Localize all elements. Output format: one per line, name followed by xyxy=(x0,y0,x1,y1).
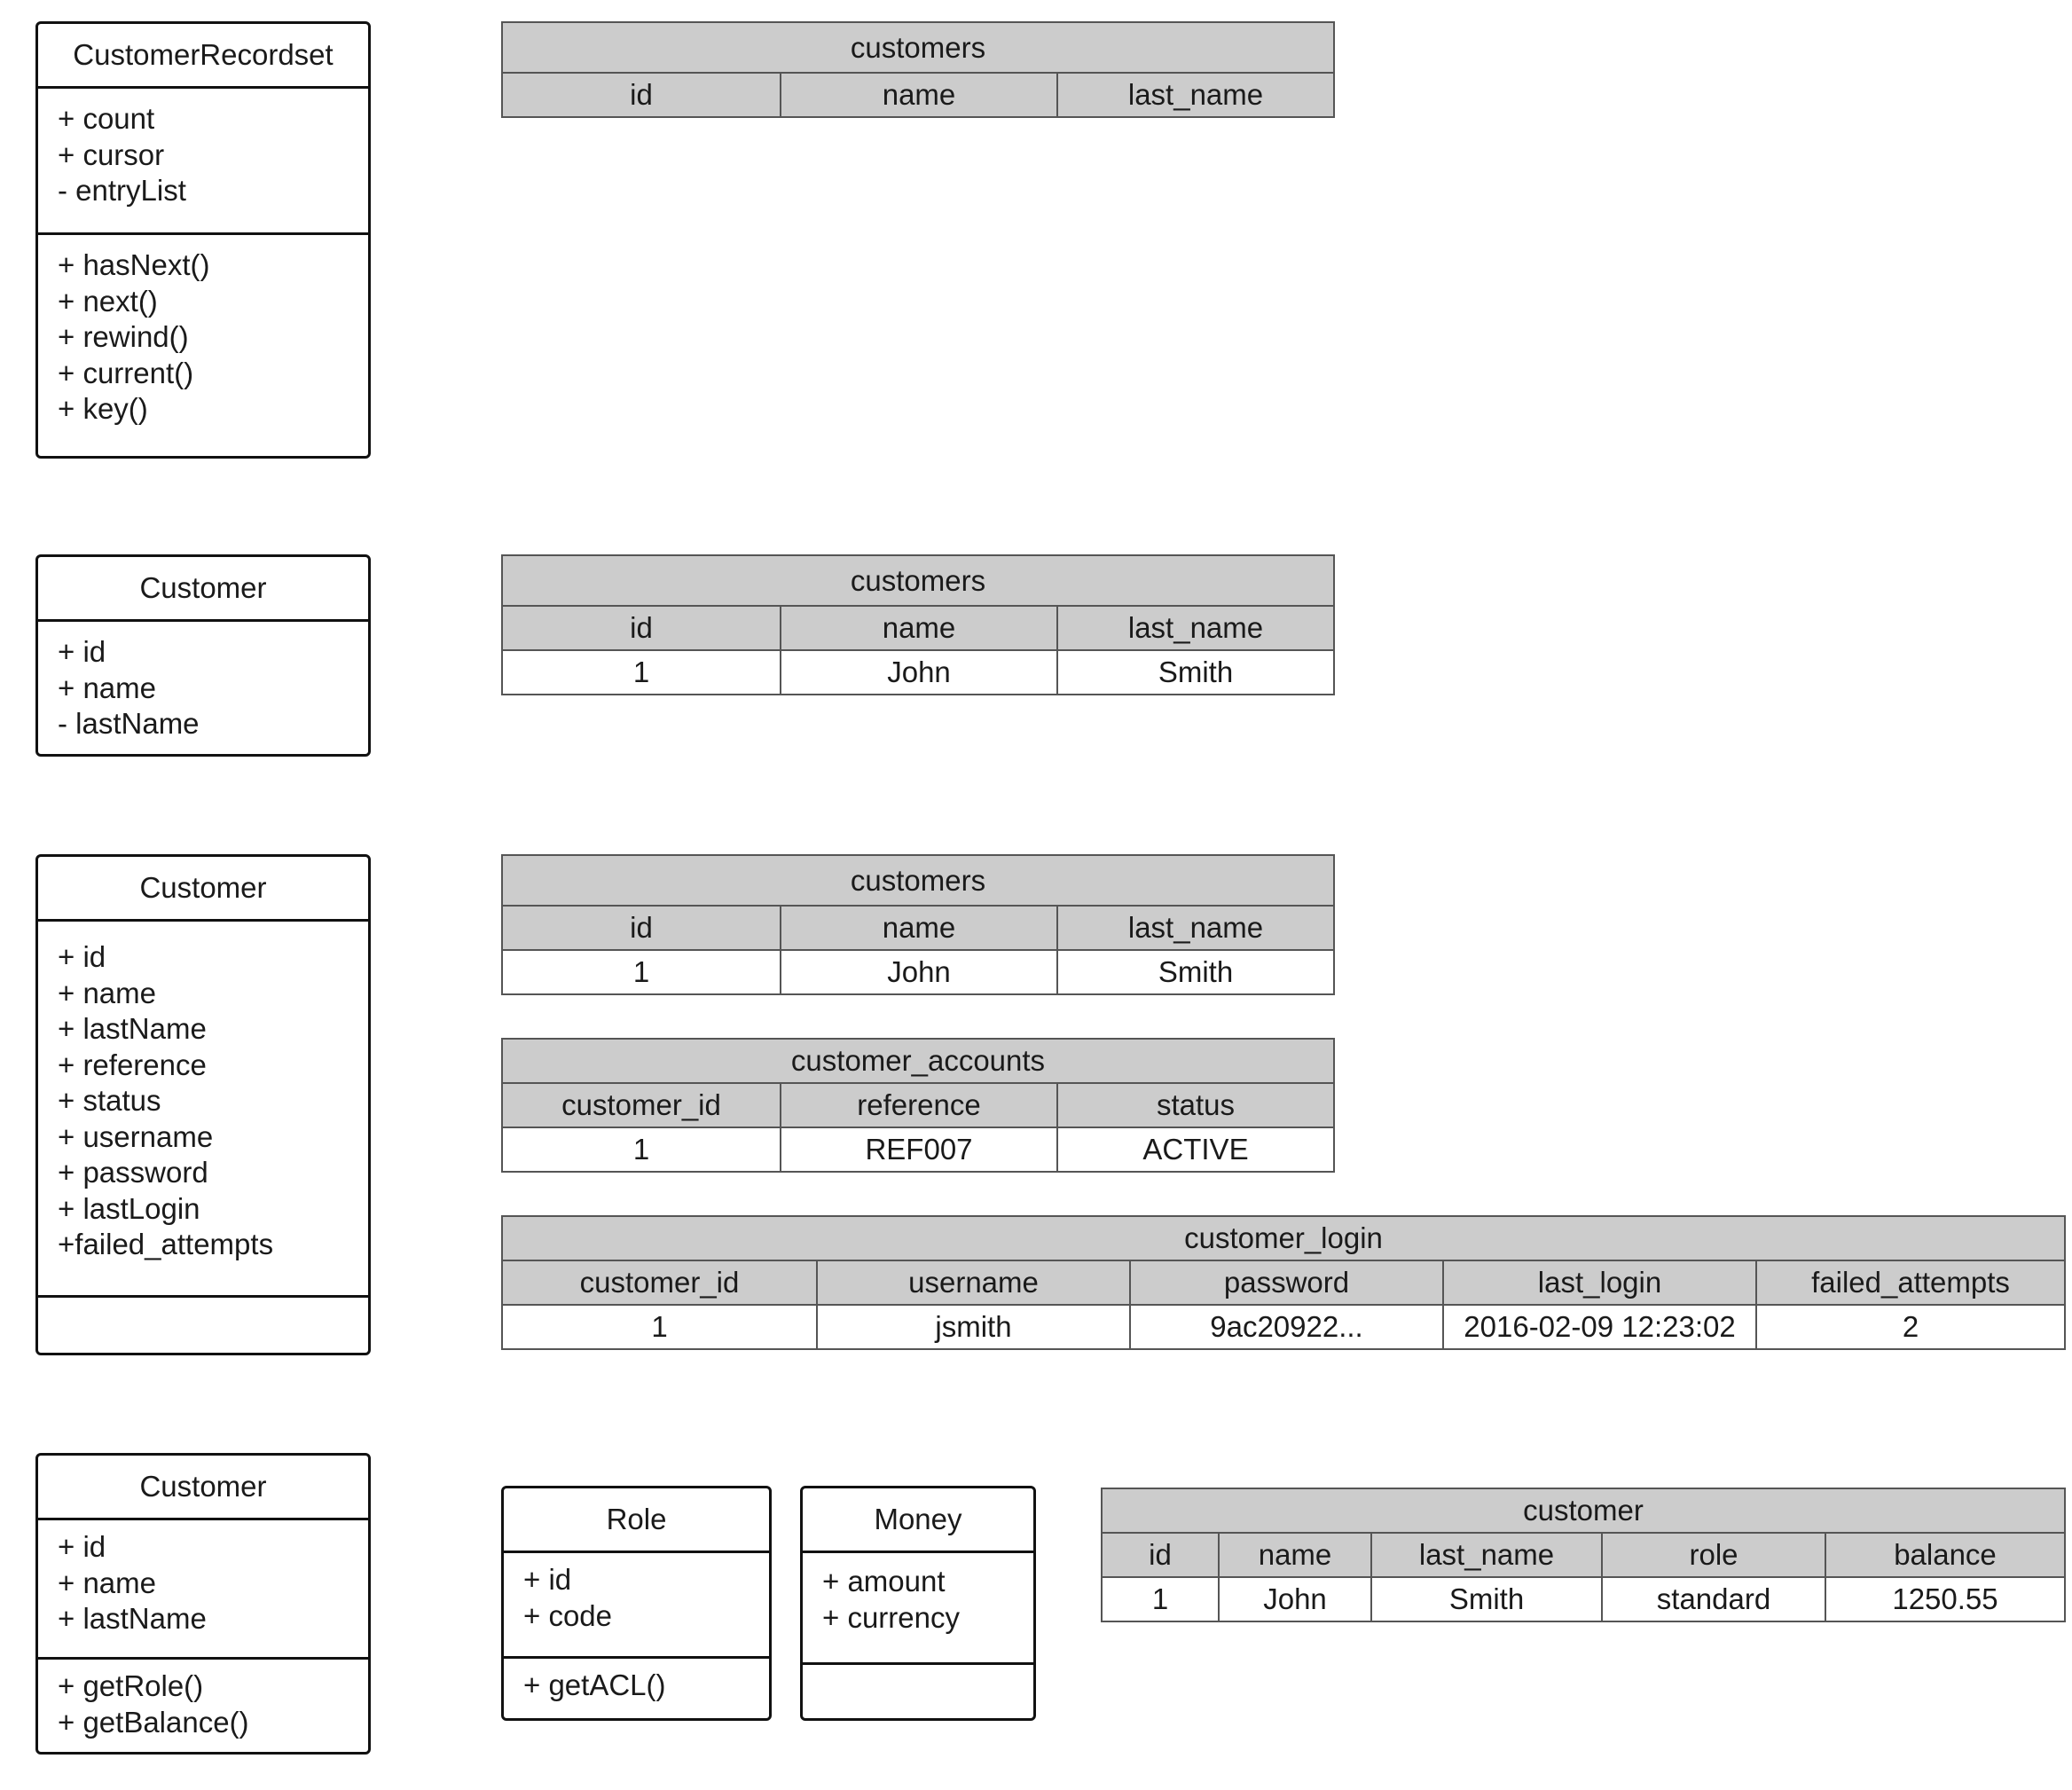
class-attribute: + id xyxy=(58,940,106,973)
class-attribute: + name xyxy=(58,671,156,704)
class-attribute: + lastLogin xyxy=(58,1191,200,1225)
table-customers xyxy=(501,554,1335,695)
class-attribute: + lastName xyxy=(58,1602,207,1635)
column-header: name xyxy=(780,74,1056,116)
class-method: + rewind() xyxy=(58,320,189,353)
table-cell: jsmith xyxy=(816,1306,1129,1348)
table-cell: John xyxy=(1218,1578,1370,1621)
class-money xyxy=(800,1486,1036,1721)
class-attribute: + name xyxy=(58,976,156,1009)
class-method: + getRole() xyxy=(58,1669,204,1702)
class-method: + hasNext() xyxy=(58,248,210,281)
class-attribute: + cursor xyxy=(58,137,165,171)
column-header: id xyxy=(630,911,653,944)
column-header: customer_id xyxy=(579,1266,740,1299)
column-header: last_name xyxy=(1056,907,1333,949)
class-attributes xyxy=(38,1520,368,1657)
table-title: customer_accounts xyxy=(503,1040,1333,1084)
table-title: customers xyxy=(503,556,1333,607)
table-cell: 1 xyxy=(1151,1582,1169,1615)
column-header: last_name xyxy=(1370,1534,1601,1576)
table-cell: 1250.55 xyxy=(1825,1578,2064,1621)
column-header: status xyxy=(1056,1084,1333,1127)
class-methods-empty xyxy=(38,1295,368,1353)
class-attribute: + status xyxy=(58,1084,161,1117)
table-cell: 2016-02-09 12:23:02 xyxy=(1442,1306,1755,1348)
class-title: Customer xyxy=(38,557,368,622)
table-header-row xyxy=(503,74,1333,116)
column-header: balance xyxy=(1825,1534,2064,1576)
table-cell: 9ac20922... xyxy=(1129,1306,1442,1348)
table-cell: 1 xyxy=(632,955,650,988)
table-customer-login xyxy=(501,1215,2066,1350)
table-customer xyxy=(1101,1488,2066,1622)
column-header: last_login xyxy=(1442,1261,1755,1304)
class-customer-extended xyxy=(35,854,371,1355)
table-customers xyxy=(501,854,1335,995)
table-cell: Smith xyxy=(1056,951,1333,993)
class-title: Customer xyxy=(38,1456,368,1520)
class-attribute: + id xyxy=(58,635,106,668)
class-attributes xyxy=(38,622,368,754)
column-header: id xyxy=(630,78,653,111)
table-cell: ACTIVE xyxy=(1056,1128,1333,1171)
column-header: name xyxy=(1218,1534,1370,1576)
class-attribute: + currency xyxy=(822,1600,960,1634)
class-title: Role xyxy=(504,1488,769,1553)
class-attribute: + id xyxy=(523,1563,572,1596)
class-attribute: + name xyxy=(58,1566,156,1599)
table-cell: REF007 xyxy=(780,1128,1056,1171)
table-row xyxy=(503,1127,1333,1171)
class-methods xyxy=(504,1656,769,1718)
column-header: password xyxy=(1129,1261,1442,1304)
column-header: username xyxy=(816,1261,1129,1304)
column-header: last_name xyxy=(1056,74,1333,116)
table-cell: John xyxy=(780,651,1056,694)
class-attribute: + password xyxy=(58,1156,208,1189)
class-attribute: + reference xyxy=(58,1048,207,1081)
class-attribute: - entryList xyxy=(58,174,186,207)
table-customers-schema xyxy=(501,21,1335,118)
table-row xyxy=(1103,1576,2064,1621)
class-method: + getACL() xyxy=(523,1668,666,1701)
table-title: customer_login xyxy=(503,1217,2064,1261)
table-row xyxy=(503,649,1333,694)
table-row xyxy=(503,1304,2064,1348)
table-cell: Smith xyxy=(1056,651,1333,694)
class-role xyxy=(501,1486,772,1721)
table-header-row xyxy=(1103,1534,2064,1576)
class-attributes xyxy=(38,922,368,1295)
class-method: + getBalance() xyxy=(58,1705,249,1739)
class-attribute: + code xyxy=(523,1598,612,1632)
class-attribute: + lastName xyxy=(58,1012,207,1045)
class-attributes xyxy=(38,89,368,232)
column-header: name xyxy=(780,607,1056,649)
class-customer-recordset xyxy=(35,21,371,459)
column-header: name xyxy=(780,907,1056,949)
class-customer-basic xyxy=(35,554,371,757)
table-cell: 1 xyxy=(632,656,650,688)
column-header: reference xyxy=(780,1084,1056,1127)
class-attributes xyxy=(803,1553,1033,1662)
class-methods xyxy=(38,232,368,456)
table-title: customers xyxy=(503,856,1333,907)
column-header: id xyxy=(1149,1538,1172,1571)
table-cell: 2 xyxy=(1755,1306,2064,1348)
class-methods xyxy=(38,1657,368,1752)
table-cell: 1 xyxy=(632,1133,650,1166)
column-header: last_name xyxy=(1056,607,1333,649)
class-title: Customer xyxy=(38,857,368,922)
class-attribute: + username xyxy=(58,1119,214,1153)
class-attributes xyxy=(504,1553,769,1656)
column-header: customer_id xyxy=(561,1088,721,1121)
column-header: id xyxy=(630,611,653,644)
class-methods-empty xyxy=(803,1662,1033,1718)
class-title: Money xyxy=(803,1488,1033,1553)
class-attribute: + amount xyxy=(822,1565,946,1598)
table-cell: John xyxy=(780,951,1056,993)
class-title: CustomerRecordset xyxy=(38,24,368,89)
class-method: + key() xyxy=(58,392,148,425)
table-cell: Smith xyxy=(1370,1578,1601,1621)
class-attribute: + count xyxy=(58,102,155,135)
table-title: customers xyxy=(503,23,1333,74)
table-customer-accounts xyxy=(501,1038,1335,1173)
class-attribute: - lastName xyxy=(58,707,200,740)
column-header: role xyxy=(1601,1534,1825,1576)
class-customer-domain xyxy=(35,1453,371,1755)
class-attribute: +failed_attempts xyxy=(58,1228,274,1260)
column-header: failed_attempts xyxy=(1755,1261,2064,1304)
table-cell: 1 xyxy=(651,1310,668,1343)
class-method: + next() xyxy=(58,284,158,318)
class-method: + current() xyxy=(58,356,194,389)
table-header-row xyxy=(503,1084,1333,1127)
table-header-row xyxy=(503,607,1333,649)
table-cell: standard xyxy=(1601,1578,1825,1621)
table-header-row xyxy=(503,1261,2064,1304)
table-row xyxy=(503,949,1333,993)
table-header-row xyxy=(503,907,1333,949)
table-title: customer xyxy=(1103,1489,2064,1534)
class-attribute: + id xyxy=(58,1530,106,1563)
